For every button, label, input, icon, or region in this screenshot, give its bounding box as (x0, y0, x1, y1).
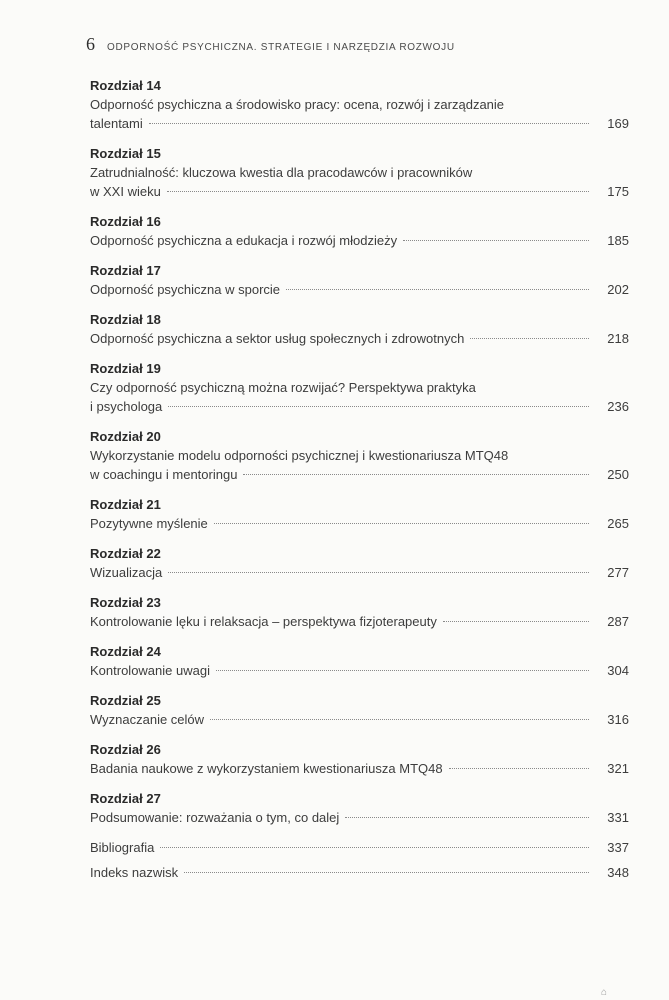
page-ref: 331 (607, 810, 629, 825)
toc-entry (90, 789, 629, 827)
toc-entry (90, 691, 629, 729)
toc-entry (90, 261, 629, 299)
chapter-title-line: Odporność psychiczna a sektor usług społecznych i zdrowotnych (90, 331, 465, 346)
toc-entry (90, 212, 629, 250)
chapter-title-line: Bibliografia (90, 840, 155, 855)
toc-line (90, 329, 629, 348)
corner-mark-icon: ⌂ (600, 987, 607, 998)
page-ref: 287 (607, 614, 629, 629)
page-ref: 321 (607, 761, 629, 776)
page-ref: 202 (607, 282, 629, 297)
chapter-label: Rozdział 22 (90, 546, 161, 561)
toc-line (90, 514, 629, 533)
page-ref: 175 (607, 184, 629, 199)
page-ref: 304 (607, 663, 629, 678)
chapter-label: Rozdział 20 (90, 429, 161, 444)
chapter-label: Rozdział 17 (90, 263, 161, 278)
toc-line (90, 661, 629, 680)
table-of-contents (90, 76, 629, 888)
chapter-title-line: Indeks nazwisk (90, 865, 179, 880)
page-ref: 218 (607, 331, 629, 346)
running-title: ODPORNOŚĆ PSYCHICZNA. STRATEGIE I NARZĘDZIA ROZWOJU (107, 42, 455, 53)
dot-leader (149, 123, 589, 124)
toc-entry (90, 863, 629, 882)
chapter-title-line: w coachingu i mentoringu (90, 467, 238, 482)
dot-leader (216, 670, 589, 671)
chapter-title-line: Wyznaczanie celów (90, 712, 205, 727)
page-ref: 277 (607, 565, 629, 580)
chapter-title-line: Pozytywne myślenie (90, 516, 208, 531)
page-ref: 185 (607, 233, 629, 248)
dot-leader (168, 406, 589, 407)
dot-leader (345, 817, 589, 818)
dot-leader (403, 240, 589, 241)
chapter-title-line: Zatrudnialność: kluczowa kwestia dla pracodawców i pracowników (90, 165, 473, 180)
toc-line (90, 759, 629, 778)
toc-entry (90, 593, 629, 631)
chapter-label: Rozdział 24 (90, 644, 161, 659)
toc-line (90, 563, 629, 582)
page-ref: 265 (607, 516, 629, 531)
toc-line (90, 280, 629, 299)
dot-leader (243, 474, 589, 475)
dot-leader (184, 872, 589, 873)
chapter-title-line: Odporność psychiczna a środowisko pracy: ocena, rozwój i zarządzanie (90, 97, 505, 112)
chapter-title-line: Badania naukowe z wykorzystaniem kwestionariusza MTQ48 (90, 761, 443, 776)
dot-leader (167, 191, 589, 192)
page-number: 6 (86, 34, 95, 54)
chapter-title-line: Kontrolowanie lęku i relaksacja – perspektywa fizjoterapeuty (90, 614, 437, 629)
dot-leader (443, 621, 589, 622)
chapter-label: Rozdział 19 (90, 361, 161, 376)
chapter-title-line: Podsumowanie: rozważania o tym, co dalej (90, 810, 340, 825)
toc-entry (90, 642, 629, 680)
chapter-label: Rozdział 25 (90, 693, 161, 708)
toc-line (90, 465, 629, 484)
chapter-label: Rozdział 23 (90, 595, 161, 610)
chapter-label: Rozdział 21 (90, 497, 161, 512)
dot-leader (210, 719, 589, 720)
dot-leader (168, 572, 589, 573)
toc-entry (90, 740, 629, 778)
page-ref: 250 (607, 467, 629, 482)
toc-line (90, 863, 629, 882)
toc-line (90, 231, 629, 250)
toc-entry (90, 310, 629, 348)
toc-line (90, 397, 629, 416)
dot-leader (449, 768, 589, 769)
chapter-title-line: Czy odporność psychiczną można rozwijać? Perspektywa praktyka (90, 380, 476, 395)
toc-line (90, 808, 629, 827)
toc-line (90, 710, 629, 729)
page-ref: 169 (607, 116, 629, 131)
toc-entry (90, 144, 629, 201)
page-ref: 348 (607, 865, 629, 880)
chapter-label: Rozdział 27 (90, 791, 161, 806)
chapter-title-line: talentami (90, 116, 143, 131)
dot-leader (286, 289, 589, 290)
chapter-title-line: Wykorzystanie modelu odporności psychicznej i kwestionariusza MTQ48 (90, 448, 509, 463)
chapter-label: Rozdział 14 (90, 78, 161, 93)
dot-leader (470, 338, 589, 339)
dot-leader (214, 523, 589, 524)
page-ref: 316 (607, 712, 629, 727)
chapter-title-line: Odporność psychiczna a edukacja i rozwój młodzieży (90, 233, 398, 248)
chapter-title-line: Wizualizacja (90, 565, 163, 580)
toc-entry (90, 838, 629, 857)
toc-entry (90, 427, 629, 484)
chapter-title-line: Odporność psychiczna w sporcie (90, 282, 281, 297)
dot-leader (160, 847, 589, 848)
chapter-title-line: Kontrolowanie uwagi (90, 663, 210, 678)
chapter-label: Rozdział 26 (90, 742, 161, 757)
toc-line (90, 612, 629, 631)
toc-line (90, 182, 629, 201)
page-ref: 236 (607, 399, 629, 414)
toc-entry (90, 359, 629, 416)
toc-line (90, 838, 629, 857)
chapter-label: Rozdział 15 (90, 146, 161, 161)
toc-entry (90, 76, 629, 133)
chapter-label: Rozdział 16 (90, 214, 161, 229)
chapter-title-line: w XXI wieku (90, 184, 161, 199)
page-ref: 337 (607, 840, 629, 855)
page-header (86, 34, 455, 55)
toc-entry (90, 495, 629, 533)
chapter-label: Rozdział 18 (90, 312, 161, 327)
chapter-title-line: i psychologa (90, 399, 163, 414)
toc-line (90, 114, 629, 133)
toc-entry (90, 544, 629, 582)
